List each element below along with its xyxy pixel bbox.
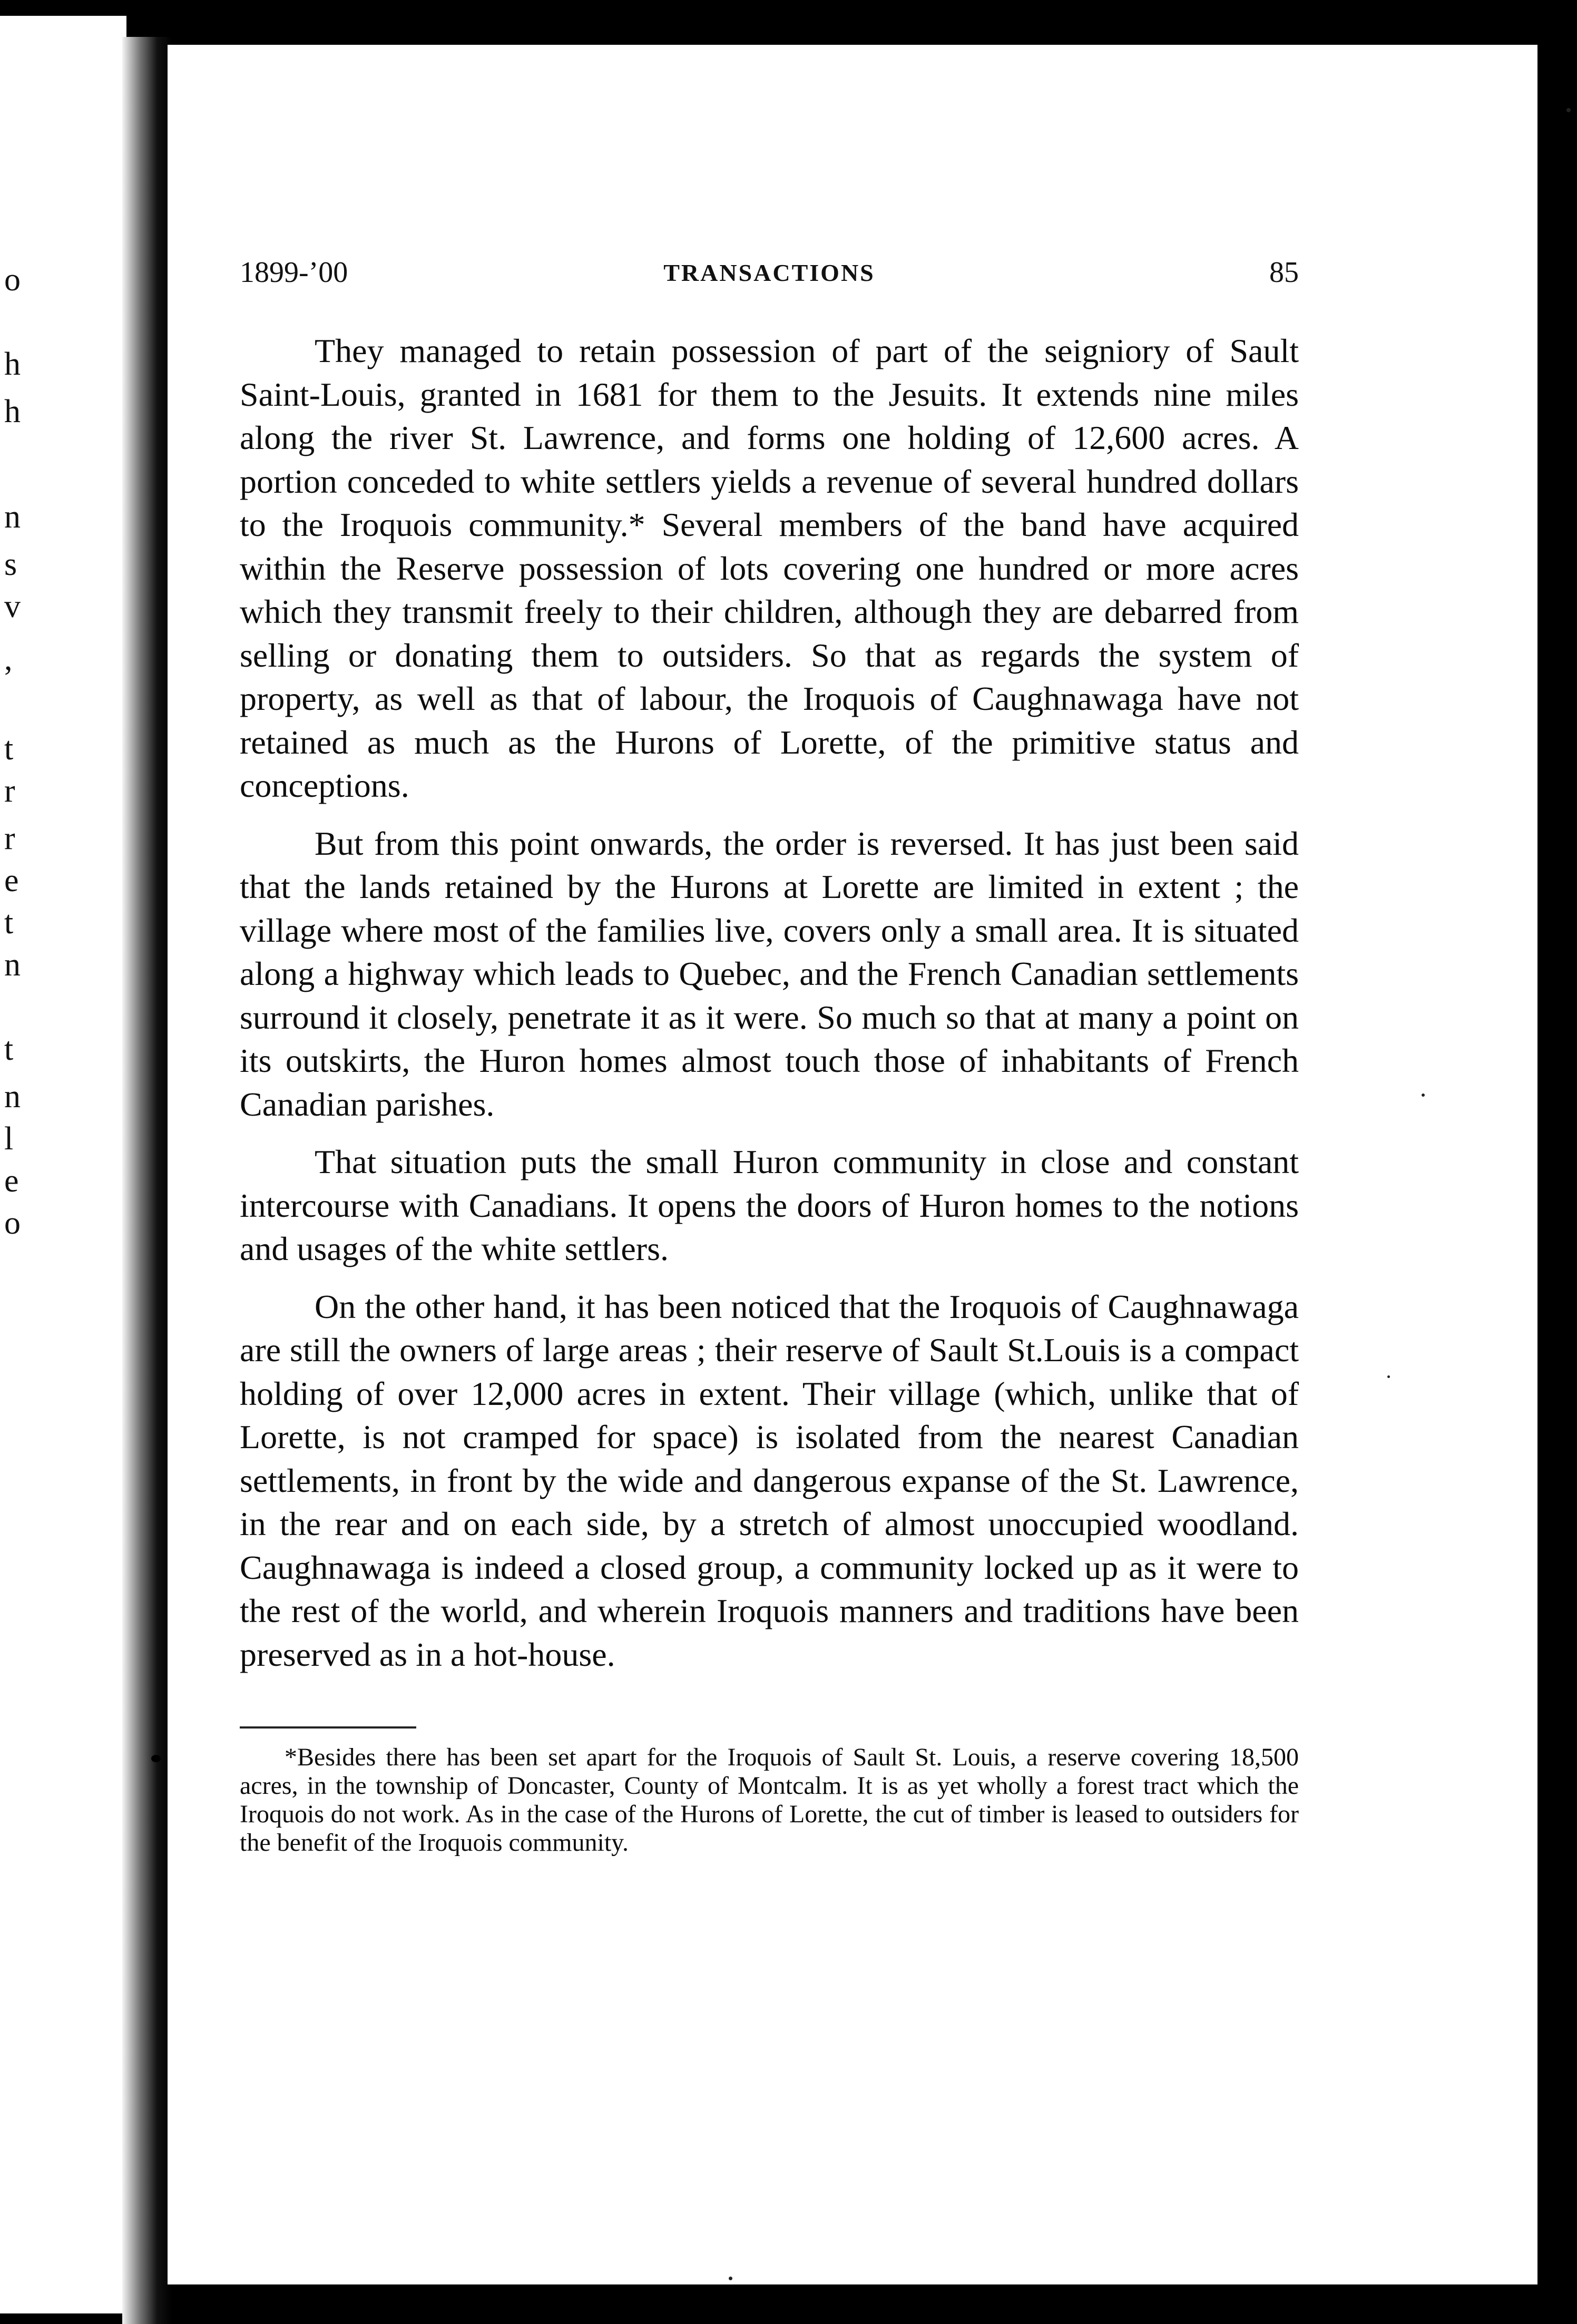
- margin-fragment: o: [4, 1205, 21, 1241]
- running-header: [240, 256, 1299, 303]
- margin-fragment: n: [4, 1079, 21, 1115]
- margin-fragment: t: [4, 1031, 14, 1067]
- scan-speck: [1422, 1093, 1425, 1097]
- previous-page-edge: [0, 16, 126, 2313]
- margin-fragment: t: [4, 905, 14, 941]
- margin-fragment: h: [4, 394, 21, 429]
- header-title: TRANSACTIONS: [663, 259, 875, 286]
- margin-fragment: e: [4, 863, 19, 899]
- scan-speck: [1566, 108, 1571, 112]
- page-gutter-shadow: [122, 37, 172, 2324]
- margin-fragment: o: [4, 262, 21, 298]
- footnote-rule: [240, 1726, 416, 1729]
- paragraph: That situation puts the small Huron community in close and constant intercourse with Canadians. It opens the doors of Huron homes to the notions and usages of the white settlers.: [240, 1143, 1299, 1267]
- margin-fragment: t: [4, 731, 14, 767]
- footnote: *Besides there has been set apart for the Iroquois of Sault St. Louis, a reserve covering 18,500 acres, in the township of Doncaster, County of Montcalm. It is as yet wholly a forest tract which the Iroquois do not work. As in the case of the Hurons of Lorette, the cut of timber is leased to outsiders for the benefit of the Iroquois community.: [240, 1743, 1299, 1857]
- margin-fragment: h: [4, 346, 21, 382]
- paragraph: They managed to retain possession of part of the seigniory of Sault Saint-Louis, granted in 1681 for them to the Jesuits. It extends nine miles along the river St. Lawrence, and forms one holding of 12,600 acres. A portion conceded to white settlers yields a revenue of several hundred dollars to the Iroquois community.* Several members of the band have acquired within the Reserve possession of lots covering one hundred or more acres which they transmit freely to their children, although they are debarred from selling or donating them to outsiders. So that as regards the system of property, as well as that of labour, the Iroquois of Caughnawaga have not retained as much as the Hurons of Lorette, of the primitive status and conceptions.: [240, 332, 1299, 804]
- margin-fragment: r: [4, 773, 15, 809]
- previous-page-text-fragments: [0, 16, 32, 2313]
- body-text: [240, 329, 1299, 1676]
- margin-fragment: n: [4, 499, 21, 535]
- paragraph: But from this point onwards, the order is reversed. It has just been said that the lands retained by the Hurons at Lorette are limited in extent ; the village where most of the families live, covers only a small area. It is situated along a highway which leads to Quebec, and the French Canadian settlements surround it closely, penetrate it as it were. So much so that at many a point on its outskirts, the Huron homes almost touch those of inhabitants of French Canadian parishes.: [240, 824, 1299, 1123]
- margin-fragment: e: [4, 1163, 19, 1199]
- gutter-mark: [151, 1755, 161, 1762]
- margin-fragment: v: [4, 589, 21, 624]
- margin-fragment: n: [4, 947, 21, 983]
- margin-fragment: l: [4, 1121, 14, 1157]
- scan-speck: [729, 2277, 732, 2280]
- scan-speck: [1387, 1375, 1390, 1378]
- page-content: [240, 256, 1299, 1857]
- page-sheet: [168, 45, 1537, 2284]
- margin-fragment: s: [4, 546, 17, 582]
- margin-fragment: ,: [4, 641, 13, 677]
- page-number: 85: [1269, 256, 1299, 289]
- paragraph: On the other hand, it has been noticed that the Iroquois of Caughnawaga are still the owners of large areas ; their reserve of Sault St.Louis is a compact holding of over 12,000 acres in extent. Their village (which, unlike that of Lorette, is not cramped for space) is isolated from the nearest Canadian settlements, in front by the wide and dangerous expanse of the St. Lawrence, in the rear and on each side, by a stretch of almost unoccupied woodland. Caughnawaga is indeed a closed group, a community locked up as it were to the rest of the world, and wherein Iroquois manners and traditions have been preserved as in a hot-house.: [240, 1287, 1299, 1673]
- margin-fragment: r: [4, 821, 15, 856]
- header-year: 1899-’00: [240, 256, 348, 289]
